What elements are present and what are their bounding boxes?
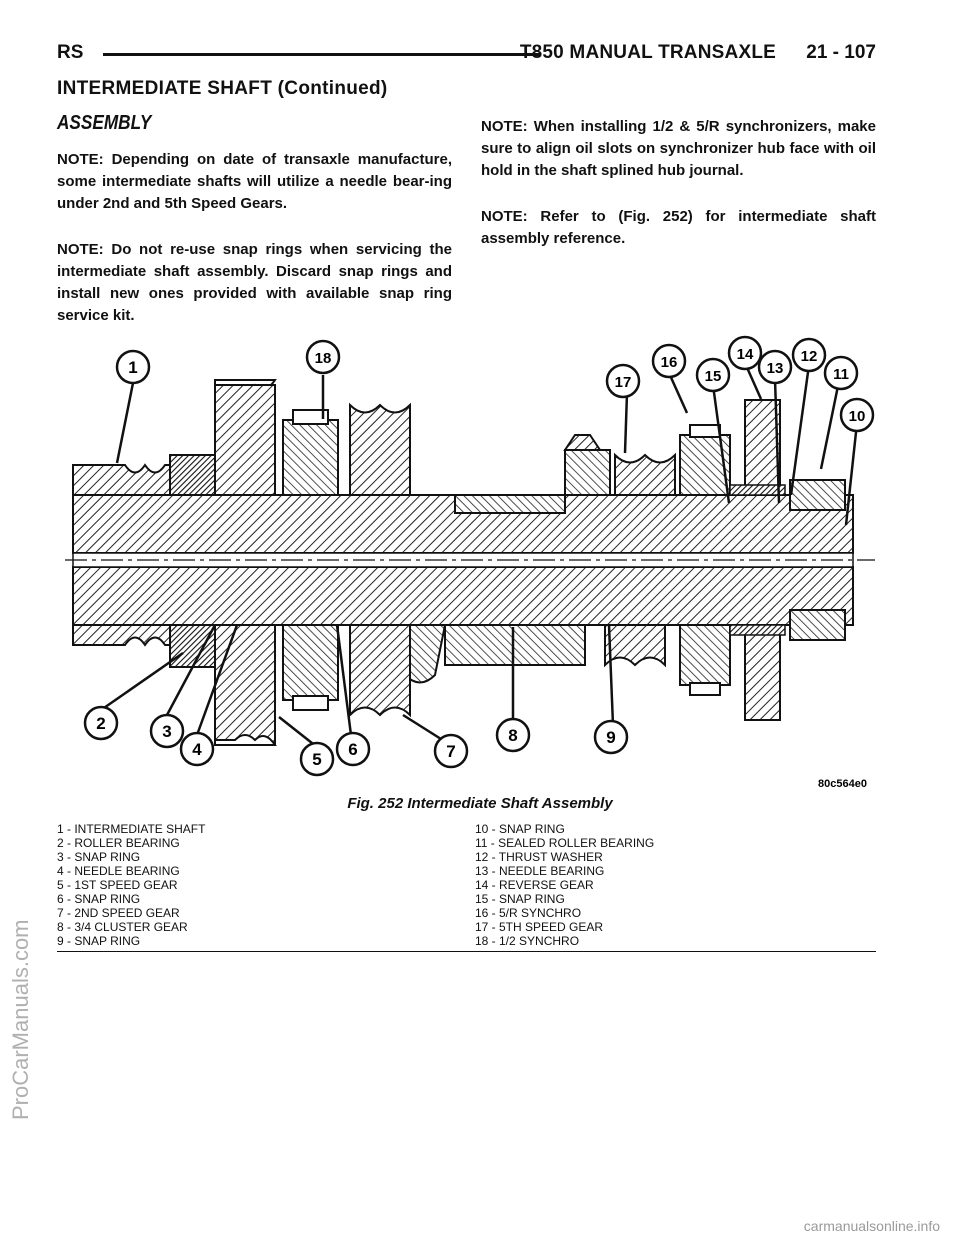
legend-item: 5 - 1ST SPEED GEAR	[57, 878, 178, 892]
assembly-title: ASSEMBLY	[57, 112, 152, 134]
side-watermark	[8, 919, 48, 1160]
callout-13: 13	[766, 360, 784, 377]
legend-item: 7 - 2ND SPEED GEAR	[57, 906, 180, 920]
header-rule	[103, 53, 541, 56]
figure-code: 80c564e0	[818, 778, 867, 790]
legend-item: 6 - SNAP RING	[57, 892, 141, 906]
legend-item: 1 - INTERMEDIATE SHAFT	[57, 822, 206, 836]
legend-item: 15 - SNAP RING	[475, 892, 565, 906]
legend-item: 12 - THRUST WASHER	[475, 850, 603, 864]
callout-6: 6	[348, 740, 358, 759]
callout-10: 10	[848, 408, 866, 425]
legend-item: 14 - REVERSE GEAR	[475, 878, 594, 892]
note-snap-rings: NOTE: Do not re-use snap rings when servicing the intermediate shaft assembly. Discard snap rings and install new ones provided with available snap ring service kit.	[57, 241, 452, 324]
legend-item: 16 - 5/R SYNCHRO	[475, 906, 582, 920]
callout-4: 4	[192, 740, 202, 759]
side-watermark-text: ProCarManuals.com	[8, 919, 33, 1120]
legend-item: 3 - SNAP RING	[57, 850, 141, 864]
legend-item: 10 - SNAP RING	[475, 822, 565, 836]
note-needle-bearing: NOTE: Depending on date of transaxle manufacture, some intermediate shafts will utilize a needle bear-ing under 2nd and 5th Speed Gears.	[57, 151, 452, 212]
legend-right	[475, 822, 654, 948]
note-oil-slots: NOTE: When installing 1/2 & 5/R synchronizers, make sure to align oil slots on synchronizer hub face with oil hold in the shaft splined hub journal.	[481, 118, 876, 179]
page-header	[57, 38, 876, 66]
callout-12: 12	[800, 348, 818, 365]
legend-item: 8 - 3/4 CLUSTER GEAR	[57, 920, 188, 934]
note-figure-reference: NOTE: Refer to (Fig. 252) for intermediate shaft assembly reference.	[481, 208, 876, 247]
figure-caption: Fig. 252 Intermediate Shaft Assembly	[347, 795, 613, 812]
legend-left	[57, 822, 205, 948]
callout-5: 5	[312, 750, 322, 769]
legend-item: 18 - 1/2 SYNCHRO	[475, 934, 580, 948]
callout-7: 7	[446, 742, 456, 761]
right-column	[481, 116, 876, 274]
callout-16: 16	[660, 354, 678, 371]
intermediate-shaft-figure	[65, 335, 875, 795]
callout-18: 18	[314, 350, 332, 367]
callout-17: 17	[614, 374, 632, 391]
callout-11: 11	[833, 366, 849, 383]
legend-item: 9 - SNAP RING	[57, 934, 141, 948]
page-number: 21 - 107	[806, 42, 876, 63]
footer-watermark: carmanualsonline.info	[803, 1218, 940, 1234]
callout-8: 8	[508, 726, 518, 745]
legend-bottom-rule	[57, 951, 876, 952]
legend-item: 2 - ROLLER BEARING	[57, 836, 180, 850]
continued-heading: INTERMEDIATE SHAFT (Continued)	[57, 78, 388, 99]
shaft-cross-section-drawing	[65, 335, 875, 795]
callout-9: 9	[606, 728, 616, 747]
left-column	[57, 112, 452, 351]
legend-item: 11 - SEALED ROLLER BEARING	[475, 836, 655, 850]
legend-item: 4 - NEEDLE BEARING	[57, 864, 180, 878]
callout-3: 3	[162, 722, 172, 741]
legend-item: 13 - NEEDLE BEARING	[475, 864, 605, 878]
callout-1: 1	[128, 358, 138, 377]
legend-item: 17 - 5TH SPEED GEAR	[475, 920, 604, 934]
callout-15: 15	[704, 368, 722, 385]
callout-14: 14	[736, 346, 754, 363]
callout-2: 2	[96, 714, 106, 733]
section-code: RS	[57, 42, 84, 63]
manual-title: T850 MANUAL TRANSAXLE	[519, 42, 776, 63]
